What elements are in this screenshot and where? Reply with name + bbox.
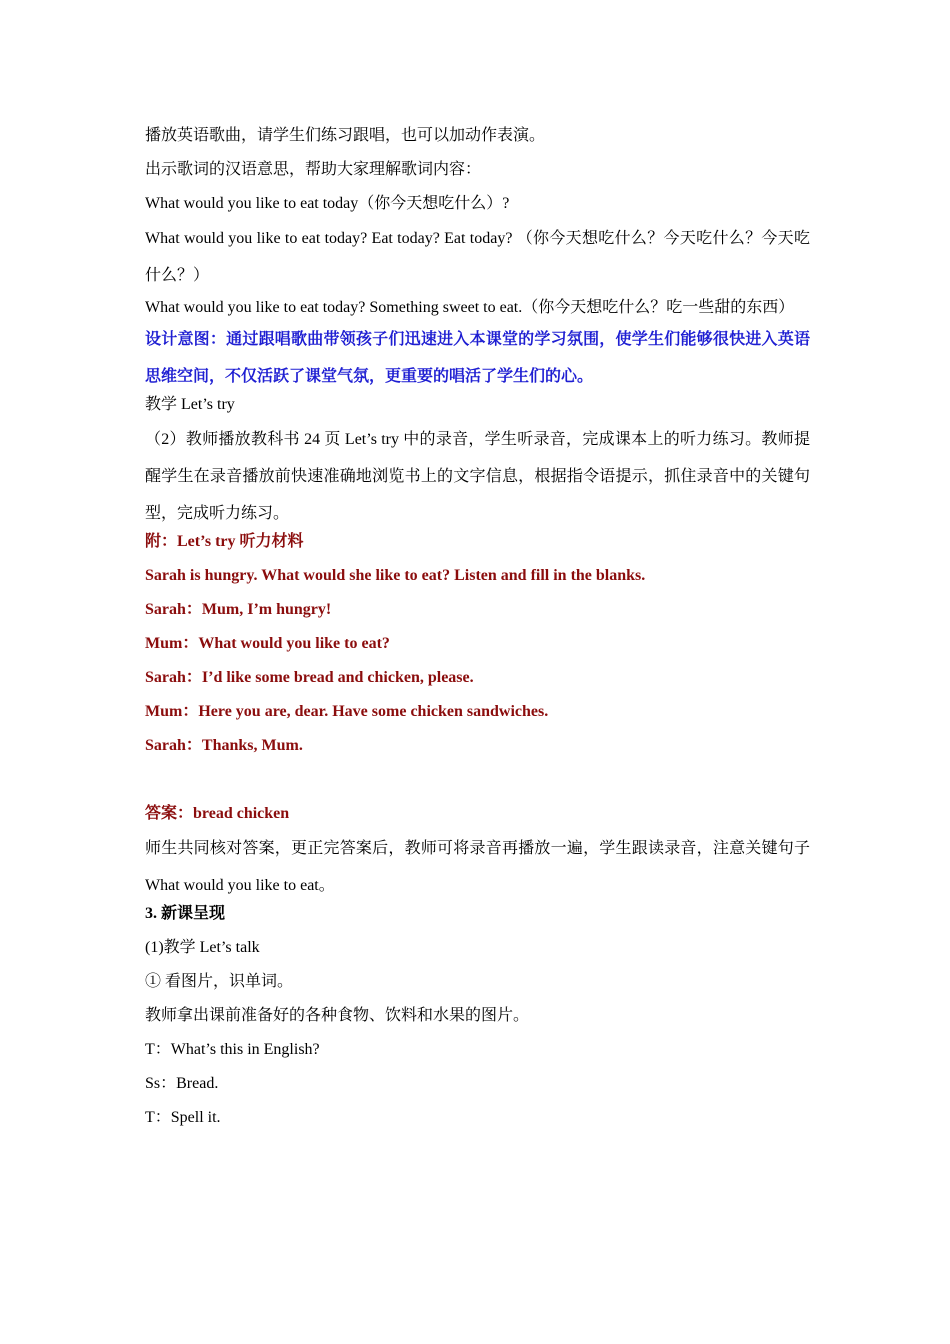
- section-lets-try: 教学 Let’s try: [145, 396, 235, 413]
- dialogue-line-3: Sarah：I’d like some bread and chicken, please.: [145, 669, 474, 686]
- lyrics-intro: 出示歌词的汉语意思，帮助大家理解歌词内容：: [145, 161, 482, 178]
- dialogue-students-answer: Ss：Bread.: [145, 1075, 219, 1092]
- answer-check-instruction: 师生共同核对答案，更正完答案后，教师可将录音再播放一遍，学生跟读录音，注意关键句子What would you like to eat。: [145, 840, 810, 894]
- section-heading-new-lesson: 3. 新课呈现: [145, 905, 226, 922]
- dialogue-line-1: Sarah：Mum, I’m hungry!: [145, 601, 332, 618]
- dialogue-line-4: Mum：Here you are, dear. Have some chicken sandwiches.: [145, 703, 549, 720]
- teacher-shows-pictures: 教师拿出课前准备好的各种食物、饮料和水果的图片。: [145, 1007, 530, 1024]
- section-lets-talk: (1)教学 Let’s talk: [145, 939, 260, 956]
- blank-line: [145, 767, 810, 801]
- lyric-line-2: What would you like to eat today? Eat today? Eat today? （你今天想吃什么？今天吃什么？今天吃什么？）: [145, 230, 810, 284]
- lets-try-instruction: （2）教师播放教科书 24 页 Let’s try 中的录音，学生听录音，完成课本上的听力练习。教师提醒学生在录音播放前快速准确地浏览书上的文字信息，根据指令语提示，抓住录音中的关键句型，完成听力练习。: [145, 431, 810, 522]
- document-body: [145, 123, 810, 1139]
- dialogue-line-5: Sarah：Thanks, Mum.: [145, 737, 303, 754]
- dialogue-line-2: Mum：What would you like to eat?: [145, 635, 390, 652]
- dialogue-teacher-question: T：What’s this in English?: [145, 1041, 320, 1058]
- listening-prompt: Sarah is hungry. What would she like to eat? Listen and fill in the blanks.: [145, 567, 646, 584]
- lyric-line-1: What would you like to eat today（你今天想吃什么）?: [145, 195, 510, 212]
- lyric-line-3: What would you like to eat today? Something sweet to eat.（你今天想吃什么？吃一些甜的东西）: [145, 299, 795, 316]
- answer-line: 答案：bread chicken: [145, 805, 290, 822]
- dialogue-teacher-spell: T：Spell it.: [145, 1109, 221, 1126]
- song-instruction: 播放英语歌曲，请学生们练习跟唱，也可以加动作表演。: [145, 127, 546, 144]
- design-intent-note: 设计意图：通过跟唱歌曲带领孩子们迅速进入本课堂的学习氛围，使学生们能够很快进入英语思维空间，不仅活跃了课堂气氛，更重要的唱活了学生们的心。: [145, 331, 810, 385]
- step-look-pictures: ① 看图片，识单词。: [145, 973, 294, 990]
- listening-material-title: 附：Let’s try 听力材料: [145, 533, 304, 550]
